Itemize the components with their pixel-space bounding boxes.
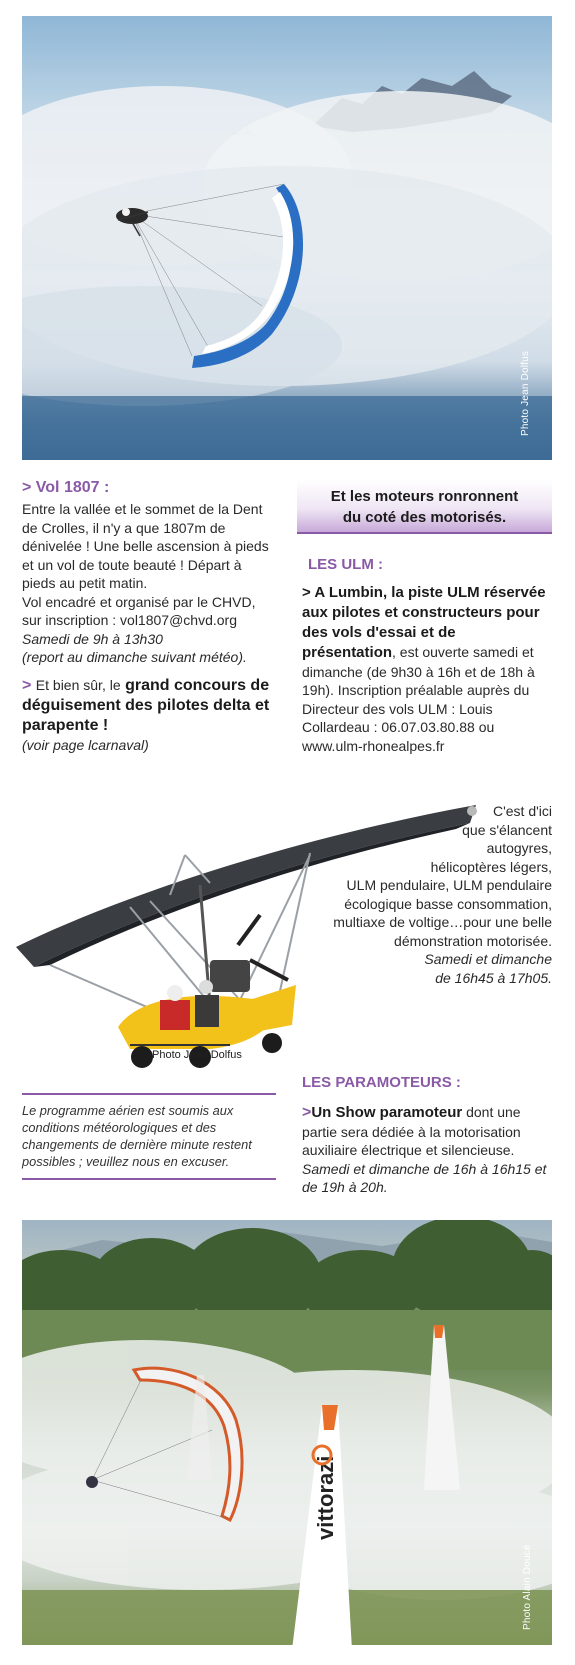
paramoteurs-section — [302, 1074, 552, 1197]
vol1807-schedule: Samedi de 9h à 13h30 — [22, 630, 163, 647]
ulm-list-4: ULM pendulaire, ULM pendulaire — [346, 877, 552, 893]
ulm-list-2: autogyres, — [486, 840, 552, 856]
ulm-list-3: hélicoptères légers, — [430, 858, 552, 875]
ulm-schedule-2: de 16h45 à 17h05. — [435, 969, 552, 986]
paramotor-scene — [22, 1220, 552, 1645]
concours-ref: (voir page lcarnaval) — [22, 736, 149, 753]
ulm-list-0: C'est d'ici — [492, 803, 552, 819]
left-column — [22, 478, 276, 754]
motor-headline-box — [297, 480, 552, 534]
ultralight-photo — [10, 795, 480, 1070]
photo-credit: Photo Alain Doucé — [522, 1544, 533, 1630]
photo-credit: Photo Jean Dolfus — [152, 1049, 242, 1061]
paramoteurs-bold: Un Show paramoteur — [311, 1103, 463, 1121]
vol1807-heading-text: > Vol 1807 : — [22, 479, 110, 496]
concours-arrow: > — [22, 676, 32, 694]
paramoteurs-arrow: > — [302, 1103, 312, 1121]
vol1807-heading — [22, 478, 276, 498]
ultralight-trike-illustration — [10, 795, 480, 1070]
ulm-bold: > A Lumbin, la piste ULM réservée aux pilotes et constructeurs pour des vols d'essai et de présentation — [302, 583, 546, 661]
motor-headline-line2: du coté des motorisés. — [342, 509, 507, 526]
paraglider-photo — [22, 16, 552, 460]
concours-bold: grand concours de déguisement des pilotes delta et parapente ! — [22, 676, 270, 734]
ulm-list-5: écologique basse consommation, — [344, 895, 552, 912]
paramoteurs-paragraph — [302, 1103, 552, 1160]
vol1807-report: (report au dimanche suivant météo). — [22, 649, 247, 665]
pylon-brand-text: vittorazi — [313, 1455, 338, 1540]
ulm-list-1: que s'élancent — [462, 821, 552, 838]
paramoteurs-body: dont une partie sera dédiée à la motorisation auxiliaire électrique et silencieuse. — [302, 1103, 521, 1158]
ulm-list-7: démonstration motorisée. — [394, 932, 552, 949]
vol1807-body: Entre la vallée et le sommet de la Dent de Crolles, il n'y a que 1807m de dénivelée ! Une belle ascension à pieds et un vol de toute beauté ! Départ à pieds au petit matin. — [22, 501, 269, 591]
concours-lead: Et bien sûr, le — [35, 676, 121, 693]
ulm-heading: LES ULM : — [308, 556, 383, 573]
paraglider-scene — [22, 16, 552, 460]
ulm-list-6: multiaxe de voltige…pour une belle — [333, 914, 552, 930]
vol1807-organised: Vol encadré et organisé par le CHVD, sur inscription : vol1807@chvd.org — [22, 593, 256, 628]
weather-disclaimer: Le programme aérien est soumis aux conditions météorologiques et des changements de dernière minute restent possibles ; veuillez nous en excuser. — [22, 1093, 276, 1180]
ulm-section — [302, 556, 552, 755]
photo-credit: Photo Jean Dolfus — [520, 350, 531, 436]
concours-paragraph — [22, 675, 276, 736]
paramoteurs-heading: LES PARAMOTEURS : — [302, 1074, 461, 1091]
ulm-paragraph — [302, 583, 552, 756]
paramoteurs-schedule: Samedi et dimanche de 16h à 16h15 et de 19h à 20h. — [302, 1160, 547, 1195]
ulm-body: , est ouverte samedi et dimanche (de 9h30 à 16h et de 18h à 19h). Inscription préalable auprès du Directeur des vols ULM : Louis Collardeau : 06.07.03.80.88 ou www.ulm-rhonealpes.fr — [302, 643, 535, 754]
ulm-schedule-1: Samedi et dimanche — [424, 951, 552, 967]
motor-headline-line1: Et les moteurs ronronnent — [330, 488, 519, 505]
paramotor-show-photo — [22, 1220, 552, 1645]
